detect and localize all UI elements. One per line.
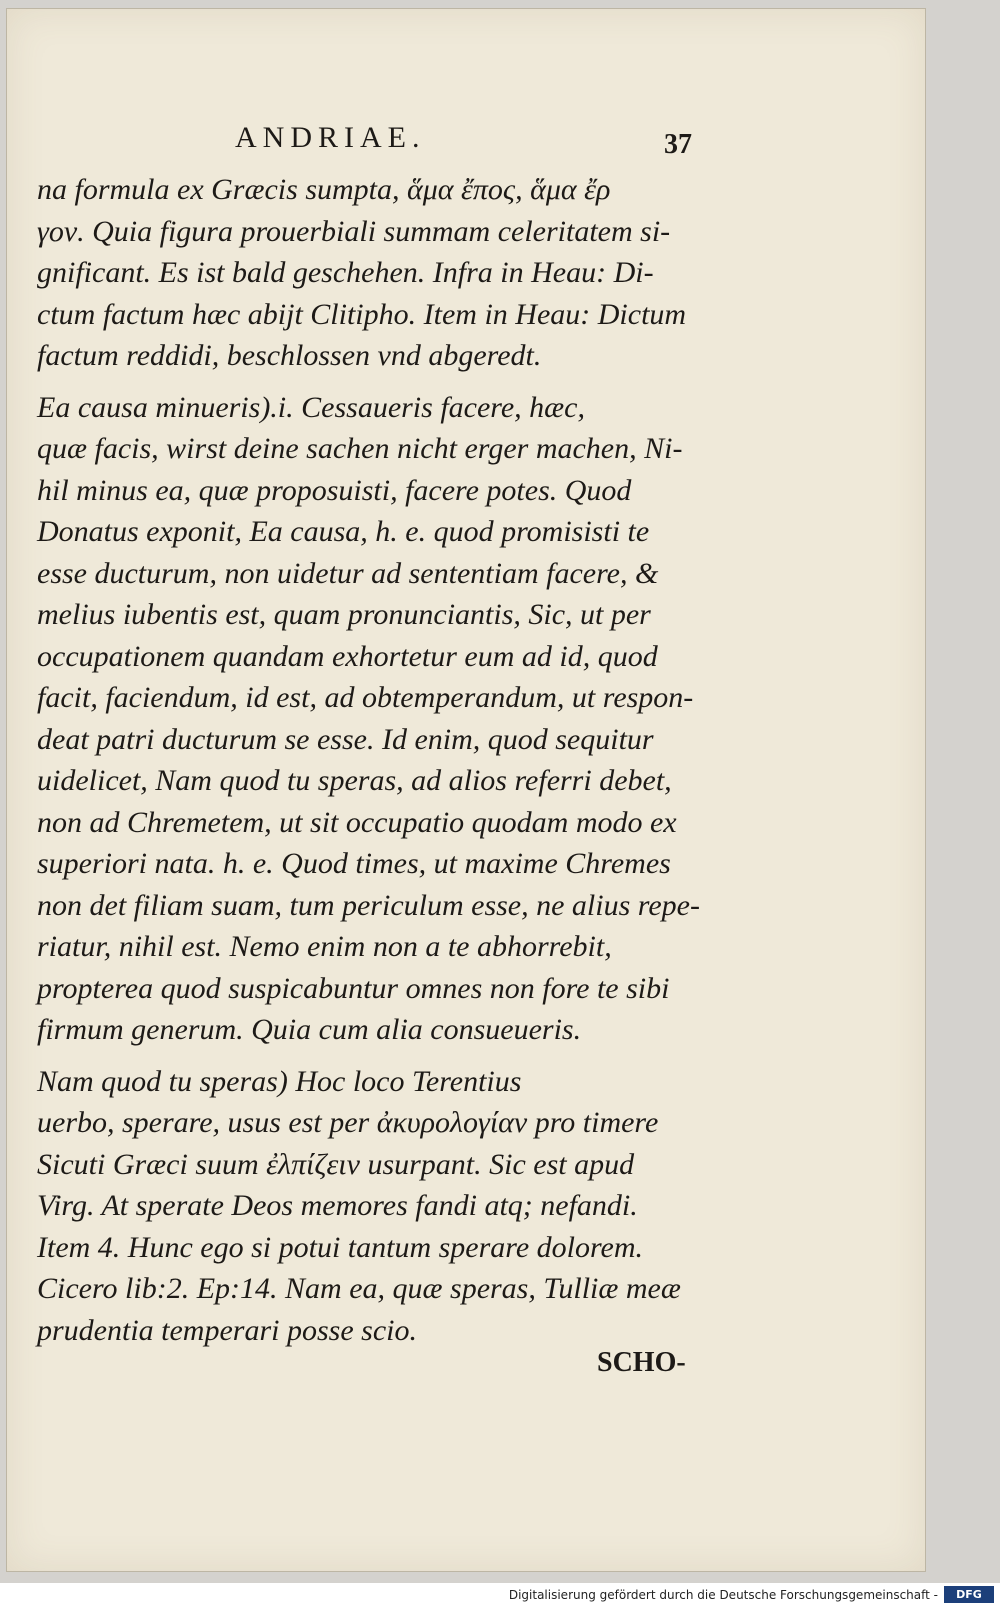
body-text (37, 169, 717, 1351)
text-line: firmum generum. Quia cum alia consueueris. (37, 1013, 582, 1046)
text-line: non ad Chremetem, ut sit occupatio quodam modo ex (37, 805, 677, 839)
dfg-logo-icon: DFG (944, 1586, 994, 1603)
text-line: esse ducturum, non uidetur ad sententiam facere, & (37, 556, 659, 590)
text-line: occupationem quandam exhortetur eum ad id, quod (37, 639, 658, 673)
text-line: Cicero lib:2. Ep:14. Nam ea, quæ speras, Tulliæ meæ (37, 1272, 681, 1305)
text-line: hil minus ea, quæ proposuisti, facere potes. Quod (37, 473, 632, 507)
text-line: deat patri ducturum se esse. Id enim, quod sequitur (37, 722, 654, 756)
funding-credit: Digitalisierung gefördert durch die Deutsche Forschungsgemeinschaft - (508, 1588, 938, 1602)
text-line: Nam quod tu speras) Hoc loco Terentius (37, 1064, 522, 1098)
book-page (6, 8, 926, 1572)
text-line: Donatus exponit, Ea causa, h. e. quod promisisti te (37, 515, 650, 548)
text-line: Sicuti Græci suum ἐλπίζειν usurpant. Sic est apud (37, 1147, 635, 1181)
text-line: riatur, nihil est. Nemo enim non a te abhorrebit, (37, 930, 612, 963)
text-line: Item 4. Hunc ego si potui tantum sperare dolorem. (37, 1230, 644, 1264)
text-line: superiori nata. h. e. Quod times, ut maxime Chremes (37, 847, 671, 880)
text-line: quæ facis, wirst deine sachen nicht erger machen, Ni- (37, 432, 683, 465)
text-line: facit, faciendum, id est, ad obtemperandum, ut respon- (37, 681, 694, 714)
text-line: prudentia temperari posse scio. (37, 1313, 417, 1347)
digitization-footer (0, 1583, 1000, 1607)
paragraph-gap (37, 377, 717, 387)
paragraph-gap (37, 1051, 717, 1061)
catchword: SCHO- (597, 1347, 686, 1378)
text-line: na formula ex Græcis sumpta, ἅμα ἔπος, ἅμα ἔρ (37, 173, 611, 206)
text-line: melius iubentis est, quam pronunciantis, Sic, ut per (37, 598, 651, 631)
text-line: ctum factum hæc abijt Clitipho. Item in Heau: Dictum (37, 297, 687, 331)
text-line: Virg. At sperate Deos memores fandi atq; nefandi. (37, 1189, 638, 1222)
text-line: uerbo, sperare, usus est per ἀκυρολογίαν pro timere (37, 1106, 659, 1139)
folio-number: 37 (664, 129, 692, 160)
text-line: uidelicet, Nam quod tu speras, ad alios referri debet, (37, 764, 672, 797)
text-line: factum reddidi, beschlossen vnd abgeredt. (37, 339, 542, 372)
text-line: γον. Quia figura prouerbiali summam celeritatem si- (37, 214, 671, 248)
text-line: gnificant. Es ist bald geschehen. Infra in Heau: Di- (37, 256, 654, 289)
text-line: Ea causa minueris).i. Cessaueris facere, hæc, (37, 390, 585, 424)
text-line: propterea quod suspicabuntur omnes non fore te sibi (37, 971, 670, 1005)
text-line: non det filiam suam, tum periculum esse, ne alius repe- (37, 888, 700, 922)
page-header (7, 121, 925, 161)
running-title: ANDRIAE. (235, 121, 426, 154)
